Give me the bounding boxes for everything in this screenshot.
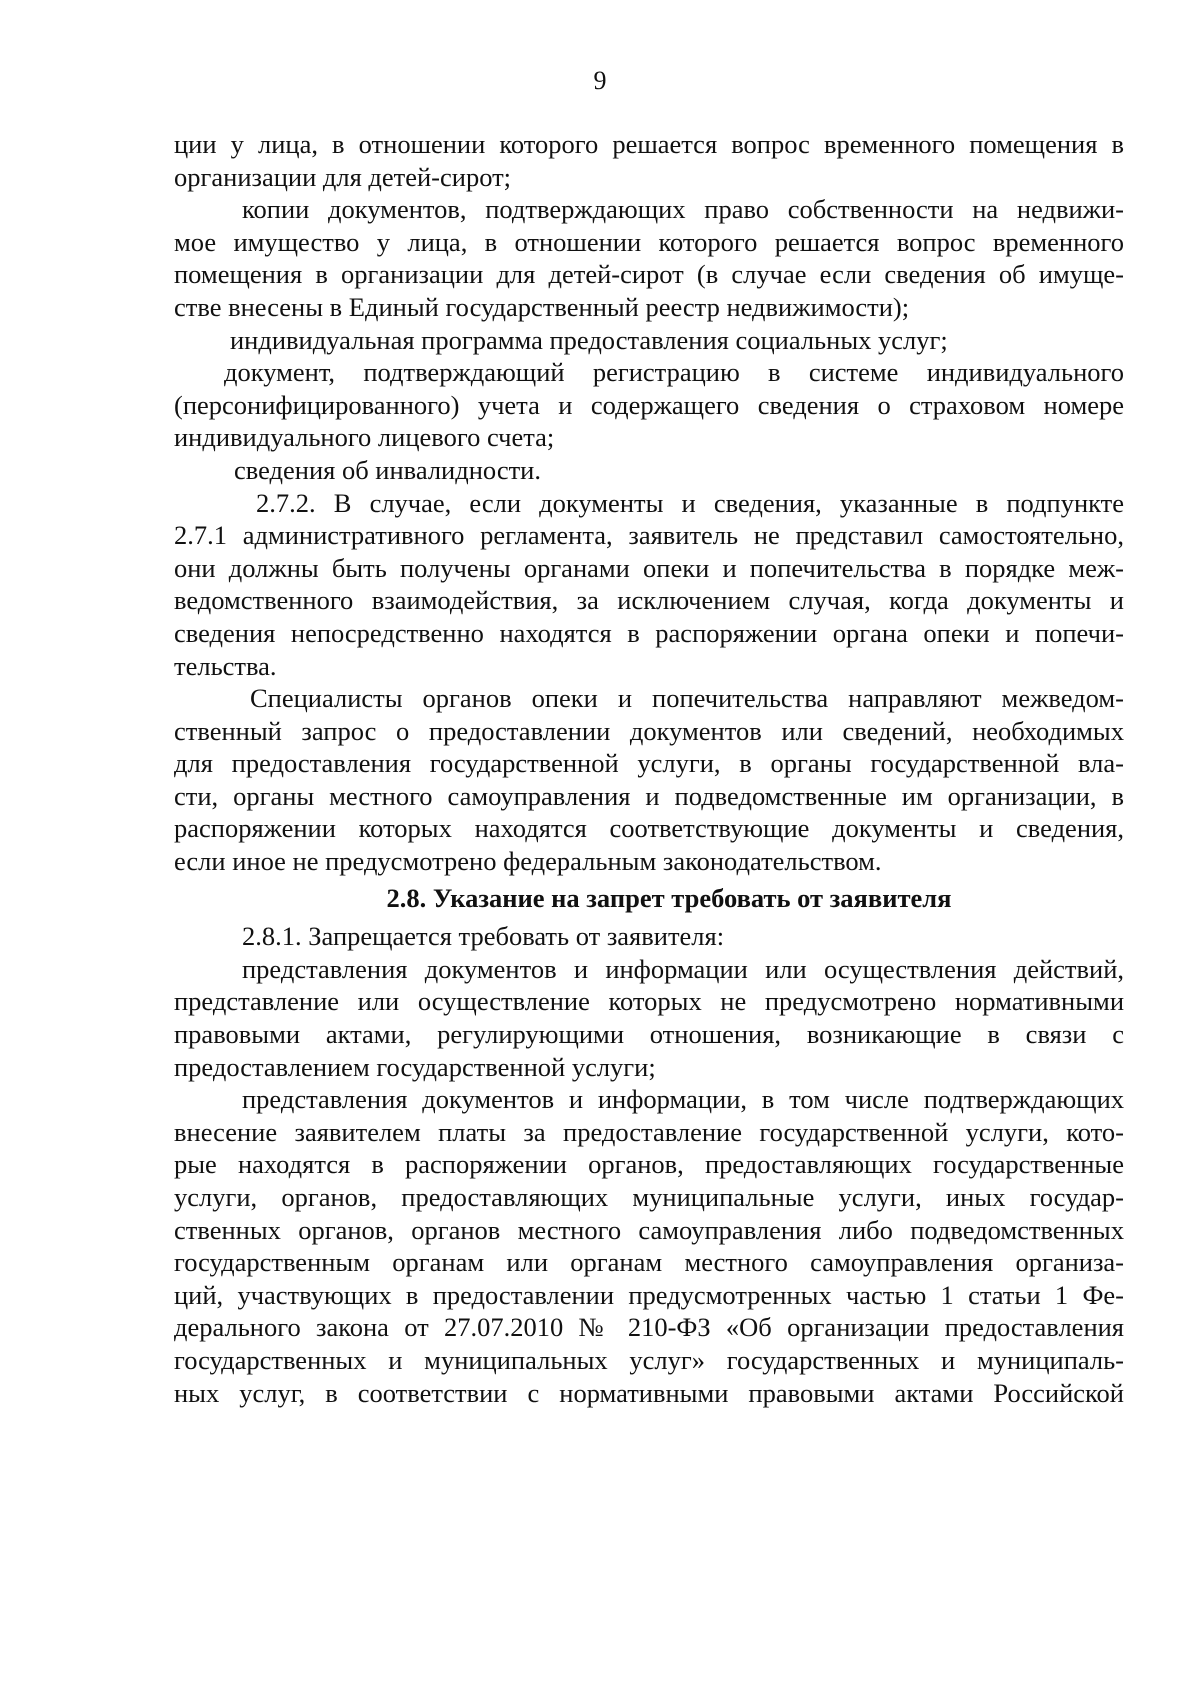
text-line: представление или осуществление которых не предусмотрено нормативными bbox=[174, 986, 1124, 1017]
text-line: (персонифицированного) учета и содержащего сведения о страховом номере bbox=[174, 389, 1124, 420]
text-line: организации для детей-сирот; bbox=[174, 161, 512, 192]
text-line: ведомственного взаимодействия, за исключением случая, когда документы и bbox=[174, 585, 1124, 616]
text-line: представления документов и информации или осуществления действий, bbox=[242, 953, 1124, 984]
text-line: сти, органы местного самоуправления и подведомственные им организации, в bbox=[174, 780, 1124, 811]
text-line: ных услуг, в соответствии с нормативными правовыми актами Российской bbox=[174, 1377, 1124, 1408]
text-line: 2.8.1. Запрещается требовать от заявителя: bbox=[242, 921, 725, 952]
page-number: 9 bbox=[593, 66, 607, 95]
text-line: документ, подтверждающий регистрацию в системе индивидуального bbox=[224, 357, 1124, 388]
text-line: представления документов и информации, в том числе подтверждающих bbox=[242, 1084, 1124, 1115]
text-line: государственным органам или органам местного самоуправления организа- bbox=[174, 1247, 1124, 1278]
text-line: внесение заявителем платы за предоставление государственной услуги, кото- bbox=[174, 1116, 1124, 1147]
text-line: 2.7.2. В случае, если документы и сведения, указанные в подпункте bbox=[256, 487, 1124, 518]
text-line: распоряжении которых находятся соответствующие документы и сведения, bbox=[174, 813, 1124, 844]
text-line: если иное не предусмотрено федеральным законодательством. bbox=[174, 846, 882, 877]
text-line: индивидуального лицевого счета; bbox=[174, 422, 555, 453]
text-line: рые находятся в распоряжении органов, предоставляющих государственные bbox=[174, 1149, 1124, 1180]
text-line: копии документов, подтверждающих право собственности на недвижи- bbox=[242, 194, 1124, 225]
text-line: дерального закона от 27.07.2010 № 210-ФЗ «Об организации предоставления bbox=[174, 1312, 1124, 1343]
text-line: Специалисты органов опеки и попечительства направляют межведом- bbox=[250, 683, 1124, 714]
text-line: государственных и муниципальных услуг» государственных и муниципаль- bbox=[174, 1344, 1124, 1375]
text-line: правовыми актами, регулирующими отношения, возникающие в связи с bbox=[174, 1019, 1124, 1050]
text-line: сведения об инвалидности. bbox=[234, 454, 541, 485]
section-heading: 2.8. Указание на запрет требовать от заявителя bbox=[386, 882, 952, 913]
text-line: услуги, органов, предоставляющих муниципальные услуги, иных государ- bbox=[174, 1182, 1124, 1212]
text-line: ции у лица, в отношении которого решается вопрос временного помещения в bbox=[174, 129, 1124, 159]
text-line: ственный запрос о предоставлении документов или сведений, необходимых bbox=[174, 715, 1124, 746]
text-line: помещения в организации для детей-сирот (в случае если сведения об имуще- bbox=[174, 259, 1124, 290]
text-line: ственных органов, органов местного самоуправления либо подведомственных bbox=[174, 1214, 1124, 1245]
text-line: мое имущество у лица, в отношении которого решается вопрос временного bbox=[174, 226, 1124, 257]
text-line: сведения непосредственно находятся в распоряжении органа опеки и попечи- bbox=[174, 617, 1124, 648]
text-line: стве внесены в Единый государственный реестр недвижимости); bbox=[174, 291, 910, 322]
document-body bbox=[174, 128, 1124, 1409]
text-line: для предоставления государственной услуги, в органы государственной вла- bbox=[174, 748, 1124, 779]
text-line: предоставлением государственной услуги; bbox=[174, 1051, 656, 1082]
text-line: ций, участвующих в предоставлении предусмотренных частью 1 статьи 1 Фе- bbox=[174, 1279, 1124, 1310]
text-line: 2.7.1 административного регламента, заявитель не представил самостоятельно, bbox=[174, 520, 1124, 551]
text-line: они должны быть получены органами опеки и попечительства в порядке меж- bbox=[174, 552, 1124, 583]
text-line: индивидуальная программа предоставления социальных услуг; bbox=[230, 324, 948, 355]
text-line: тельства. bbox=[174, 650, 277, 681]
